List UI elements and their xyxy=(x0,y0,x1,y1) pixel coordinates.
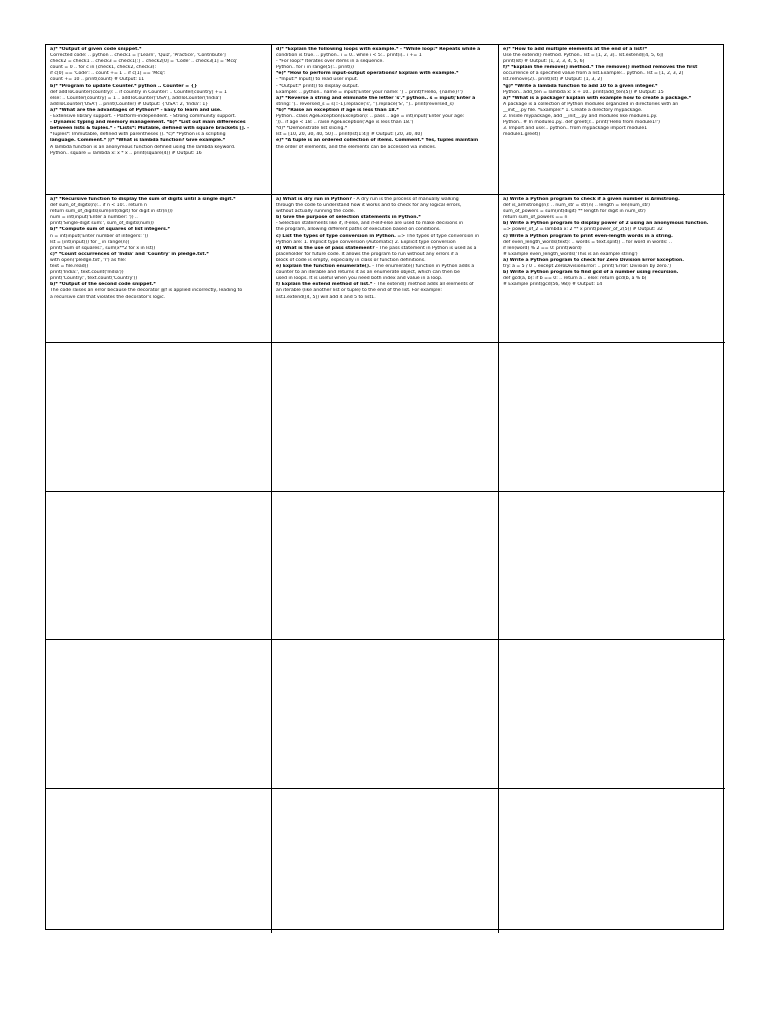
text-line: def even_length_words(text): .. words = text.split() .. for word in words: .. xyxy=(503,239,672,245)
notes-cell xyxy=(499,195,725,343)
text-line: a) Write a Python program to check if a given number is Armstrong. xyxy=(503,197,680,202)
text-line: return sum_of_digits(sum(int(digit) for digit in str(n))) xyxy=(50,209,173,215)
text-line: block of code is empty, especially in class or function definitions. xyxy=(276,257,426,263)
text-line: language. Comment.* ))* *What is lambda function? Give example.* xyxy=(50,138,226,144)
text-line: counter to an iterable and returns it as an enumerate object, which can then be xyxy=(276,270,460,276)
text-line: e)* *A tuple is an ordered collection of items. Comment.* Yes, tuples maintain xyxy=(276,138,479,144)
text-line: print('Country:', text.count('Country')) xyxy=(50,276,138,282)
notes-cell xyxy=(499,45,725,195)
text-line: def gcd(a, b): if b == 0: .. return a .. else: return gcd(b, a % b) xyxy=(503,276,647,282)
text-line: Corrected code: .. python .. check1 = ['Learn', 'Quiz', 'Practice', 'Contribute'] xyxy=(50,53,226,59)
notes-cell xyxy=(46,343,272,492)
text-line: a)* *Output of given code snippet.* xyxy=(50,47,142,52)
text-line: try: a = 5 / 0 .. except ZeroDivisionError: .. print('Error: Division by zero.') xyxy=(503,264,672,270)
text-line: b)* *Program to update Counter.* python .. Counter = {} xyxy=(50,83,198,89)
text-line: text = file.read() xyxy=(50,264,89,270)
text-line: Python.. for i in range(5):.. print(i) xyxy=(276,65,354,71)
text-line: n = int(input('Enter number of integers: ')) xyxy=(50,233,149,239)
text-line: print('Sum of squares:', sum(x**2 for x in lst)) xyxy=(50,245,156,251)
text-line: Python.. square = lambda x: x * x .. print(square(4)) # Output: 16 xyxy=(50,150,202,156)
text-line: a)* *What are the advantages of Python?* - Easy to learn and use. xyxy=(50,107,222,113)
text-line: print('Single-digit sum:', sum_of_digits(num)) xyxy=(50,221,154,227)
text-line: *d)* *Demonstrate list slicing.* xyxy=(276,126,348,132)
notes-sheet xyxy=(45,44,724,930)
text-line: the order of elements, and the elements can be accessed via indices. xyxy=(276,144,437,150)
text-line: a)* *Reverse a string and eliminate the letter 's'.* python.. s = input('Enter a xyxy=(276,95,476,101)
text-line: d) What is the use of pass statement? - The pass statement in Python is used as a xyxy=(276,245,477,251)
text-line: count += 10 .. print(count) # Output: 11 xyxy=(50,77,145,83)
text-line: - *Input:* Input() to read user input. xyxy=(276,77,359,83)
text-line: *g)* *Write a lambda function to add 10 to a given integer.* xyxy=(503,83,658,89)
text-line: __init__.py file. *Example:* 1. Create a directory mypackage. xyxy=(503,107,643,113)
text-line: - Dynamic typing and memory management. *b)* *List out main differences xyxy=(50,120,246,126)
text-line: a) Write a Python program to check for Zero Division Error Exception. xyxy=(503,257,684,263)
text-line: c) List the types of type conversion in Python. => The types of type conversion in xyxy=(276,233,479,239)
notes-cell xyxy=(499,492,725,640)
text-line: def sum_of_digits(n):.. if n < 10:.. return n xyxy=(50,203,147,209)
text-line: ')).. if age < 18: .. raise AgeException('Age is less than 18.') xyxy=(276,120,414,126)
notes-cell xyxy=(272,492,499,640)
text-line: Use the extend() method. Python.. lst = [1, 2, 3].. lst.extend([4, 5, 6]) xyxy=(503,53,664,59)
text-line: b)* *Compute sum of squares of list integers.* xyxy=(50,227,170,233)
notes-cell xyxy=(272,640,499,789)
text-line: b)* *Output of the second code snippet.* xyxy=(50,282,156,288)
notes-cell xyxy=(46,640,272,789)
text-line: check2 = check1 .. check3 = check1[:] .. check2[0] = 'Code' .. check3[1] = 'Mcq' xyxy=(50,59,238,65)
text-line: def addToCounter(country): .. if country in Counter: .. Counter[country] += 1 xyxy=(50,89,227,95)
text-line: addToCounter('USA') .. print(Counter) # Output: {'USA': 2, 'India': 1} xyxy=(50,101,209,107)
text-line: used in loops. It is useful when you need both index and value in a loop. xyxy=(276,276,443,282)
text-line: - Extensive library support. - Platform-independent. - Strong community support. xyxy=(50,114,237,120)
notes-cell xyxy=(46,45,272,195)
text-line: # Example even_length_words('This is an example string') xyxy=(503,251,638,257)
text-line: - Selection statements like if, if-else, and if-elif-else are used to make decisions in xyxy=(276,221,464,227)
text-line: a)* *What is a package? Explain with example how to create a package.* xyxy=(503,95,692,101)
text-line: Python.. add_ten = lambda x: x + 10.. print(add_ten(5)) # Output: 15 xyxy=(503,89,664,95)
text-line: return sum_of_powers == n xyxy=(503,215,568,221)
text-line: f) Explain the extend method of list.* - The extend() method adds all elements of xyxy=(276,282,474,288)
text-line: lst.remove(2).. print(lst) # Output: [1, 3, 2] xyxy=(503,77,603,83)
text-line: Python are: 1. Implicit type conversion (Automatic) 2. Explicit type conversion xyxy=(276,239,456,245)
text-line: list1.extend([4, 5]) will add 4 and 5 to list1. xyxy=(276,294,376,300)
text-line: *b)* *Raise an exception if age is less than 18.* xyxy=(276,107,399,113)
text-line: - *Output:* print() to display output. xyxy=(276,83,359,89)
text-line: between lists & tuples.* - *Lists*: Mutable, defined with square brackets []. - xyxy=(50,126,250,132)
text-line: *Tuples*: Immutable, defined with parentheses (). *c)* *Python is a scripting xyxy=(50,132,226,138)
text-line: A package is a collection of Python modules organized in directories with an xyxy=(503,101,679,107)
text-line: 3. Import and use:.. python.. from mypackage import module1 xyxy=(503,126,648,132)
text-line: e)* *How to add multiple elements at the end of a list?* xyxy=(503,47,648,52)
text-line: Python.. class AgeException(Exception): .. pass .. age = int(input('Enter your age: xyxy=(276,114,465,120)
text-line: an iterable (like another list or tuple) to the end of the list. For example: xyxy=(276,288,442,294)
notes-cell xyxy=(499,789,725,933)
text-line: placeholder for future code. It allows the program to run without any errors if a xyxy=(276,251,459,257)
text-line: print(lst) # Output: [1, 2, 3, 4, 5, 6] xyxy=(503,59,585,65)
text-line: e) Explain the function enumerate(). - The enumerate() function in Python adds a xyxy=(276,264,475,270)
text-line: the program, allowing different paths of execution based on conditions. xyxy=(276,227,441,233)
text-line: print('India:', text.count('India')) xyxy=(50,270,124,276)
notes-cell xyxy=(272,343,499,492)
notes-cell xyxy=(46,789,272,933)
notes-cell xyxy=(499,343,725,492)
text-line: count = 0 .. for c in (check1, check2, check3): xyxy=(50,65,156,71)
notes-cell xyxy=(499,640,725,789)
text-line: 2. Inside mypackage, add __init__.py and modules like module1.py. xyxy=(503,114,658,120)
text-line: => power_of_2 = lambda x: 2 ** x print(power_of_2(5)) # Output: 32 xyxy=(503,227,663,233)
text-line: through the code to understand how it works and to check for any logical errors, xyxy=(276,203,462,209)
text-line: a) What is dry run in Python? - A dry run is the process of manually walking xyxy=(276,197,459,202)
text-line: c) Write a Python program to print even-length words in a string. xyxy=(503,233,673,239)
text-line: num = int(input('Enter a number: ')) .. xyxy=(50,215,138,221)
text-line: sum_of_powers = sum(int(digit) ** length for digit in num_str) xyxy=(503,209,646,215)
text-line: else: .. Counter[country] = 1 .. addToCounter('USA'), addToCounter('India') xyxy=(50,95,222,101)
text-line: d)* *Explain the following loops with example.* - *While loop:* Repeats while a xyxy=(276,47,481,52)
text-line: # Example print(gcd(56, 98)) # Output: 14 xyxy=(503,282,603,288)
text-line: The code raises an error because the decorator @f is applied incorrectly, leading to xyxy=(50,288,243,294)
text-line: b) Write a Python program to find gcd of a number using recursion. xyxy=(503,270,679,276)
text-line: occurrence of a specified value from a list.Example:.. python.. lst = [1, 2, 3, 2] xyxy=(503,71,684,77)
text-line: A lambda function is an anonymous function defined using the lambda keyword. xyxy=(50,144,236,150)
text-line: without actually running the code. xyxy=(276,209,356,215)
text-line: *e)* *How to perform input-output operations? Explain with example.* xyxy=(276,71,459,77)
text-line: if c[0] == 'Code': .. count += 1 .. if c[1] == 'Mcq': xyxy=(50,71,166,77)
notes-cell xyxy=(46,195,272,343)
text-line: c)* *Count occurrences of 'India' and 'Country' in pledge.txt.* xyxy=(50,251,209,257)
text-line: module1.greet() xyxy=(503,132,541,138)
text-line: condition is true. .. python.. i = 0.. while i < 5:.. print(i).. i += 1 xyxy=(276,53,422,59)
text-line: a recursive call that violates the decorator's logic. xyxy=(50,294,166,300)
text-line: lst = [10, 20, 30, 40, 50] .. print(lst[1:4]) # Output: [20, 30, 40] xyxy=(276,132,423,138)
text-line: with open('pledge.txt', 'r') as file: xyxy=(50,257,127,263)
text-line: - *For loop:* Iterates over items in a sequence. xyxy=(276,59,384,65)
notes-cell xyxy=(272,789,499,933)
text-line: string: ').. reversed_s = s[::-1].replace('s', '').replace('S', '').. print(reversed_s) xyxy=(276,101,454,107)
notes-cell xyxy=(46,492,272,640)
text-line: if len(word) % 2 == 0: print(word) xyxy=(503,245,582,251)
text-line: a)* *Recursive function to display the sum of digits until a single digit.* xyxy=(50,197,236,202)
notes-cell xyxy=(272,45,499,195)
text-line: Example: .. python.. name = input('Enter your name: ') .. print(f'Hello, {name}!') xyxy=(276,89,463,95)
text-line: lst = [int(input()) for _ in range(n)] xyxy=(50,239,130,245)
text-line: b) Write a Python program to display power of 2 using an anonymous function. xyxy=(503,221,709,227)
text-line: def is_armstrong(n): .. num_str = str(n) .. length = len(num_str) xyxy=(503,203,650,209)
text-line: f)* *Explain the remove() method.* The remove() method removes the first xyxy=(503,65,698,71)
text-line: b) Give the purpose of selection statements in Python.* xyxy=(276,215,421,221)
text-line: Python.. # In module1.py.. def greet():.. print('Hello from module1!') xyxy=(503,120,660,126)
notes-cell xyxy=(272,195,499,343)
